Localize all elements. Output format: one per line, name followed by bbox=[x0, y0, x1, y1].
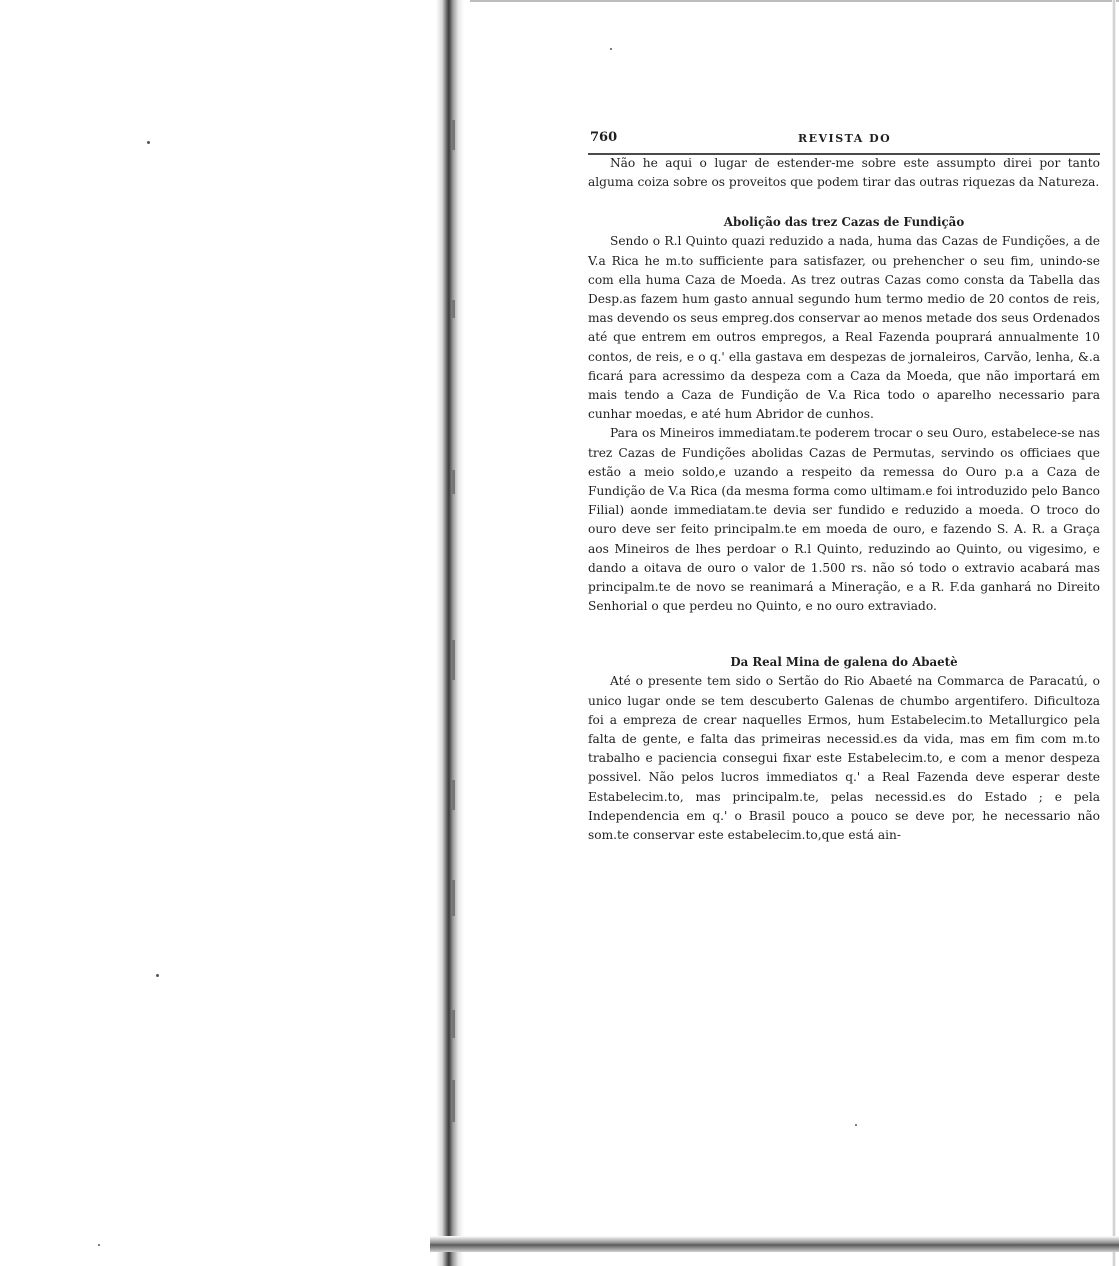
section-heading-abolicao: Abolição das trez Cazas de Fundição bbox=[723, 215, 965, 230]
section-heading-real-mina: Da Real Mina de galena do Abaetè bbox=[730, 655, 958, 670]
gutter-mark bbox=[452, 470, 455, 494]
running-title: REVISTA DO bbox=[798, 132, 892, 145]
page-bottom-edge bbox=[430, 1236, 1119, 1252]
gutter-mark bbox=[452, 300, 455, 318]
section1-paragraph-2: Para os Mineiros immediatam.te poderem trocar o seu Ouro, estabelece-se nas trez Cazas de Fundições abolidas Cazas de Permutas, servindo os officiaes que estão a meio soldo,e uzando a respeito da remessa do Ouro p.a a Caza de Fundição de V.a Rica (da mesma forma como ultimam.e foi introduzido pelo Banco Filial) aonde immediatam.te devia ser fundido e reduzido a moeda. O troco do ouro deve ser feito principalm.te em moeda de ouro, e fazendo S. A. R. a Graça aos Mineiros de lhes perdoar o R.l Quinto, reduzindo ao Quinto, ou vigesimo, e dando a oitava de ouro o valor de 1.500 rs. não só todo o extravio acabará mas principalm.te de novo se reanimará a Mineração, e a R. F.da ganhará no Direito Senhorial o que perdeu no Quinto, e no ouro extraviado. bbox=[588, 426, 1100, 614]
scan-speck bbox=[610, 48, 612, 50]
left-page-margin bbox=[0, 0, 440, 1266]
gutter-marks bbox=[452, 0, 458, 1266]
gutter-mark bbox=[452, 780, 455, 810]
section2-paragraph-1: Até o presente tem sido o Sertão do Rio Abaeté na Commarca de Paracatú, o unico lugar onde se tem descuberto Galenas de chumbo argentifero. Dificultoza foi a empreza de crear naquelles Ermos, hum Estabelecim.to Metallurgico pela falta de gente, e falta das primeiras necessid.es da vida, mas em fim com m.to trabalho e paciencia consegui fixar este Estabelecim.to, e com a menor despeza possivel. Não pelos lucros immediatos q.' a Real Fazenda deve esperar deste Estabelecim.to, mas principalm.te, pelas necessid.es do Estado ; e pela Independencia em q.' o Brasil pouco a pouco se deve por, he necessario não som.te conservar este estabelecim.to,que está ain- bbox=[588, 674, 1100, 843]
book-gutter bbox=[436, 0, 464, 1266]
running-head bbox=[588, 118, 1100, 154]
gutter-mark bbox=[452, 1010, 455, 1038]
page-right-edge bbox=[1112, 0, 1116, 1266]
gutter-mark bbox=[452, 880, 455, 916]
printed-page bbox=[588, 118, 1100, 845]
page-number: 760 bbox=[590, 130, 618, 145]
intro-paragraph: Não he aqui o lugar de estender-me sobre este assumpto direi por tanto alguma coiza sobre os proveitos que podem tirar das outras riquezas da Natureza. bbox=[588, 156, 1100, 190]
gutter-mark bbox=[452, 640, 455, 680]
scan-speck bbox=[156, 974, 159, 977]
scan-speck bbox=[98, 1244, 100, 1246]
page-top-edge bbox=[470, 0, 1119, 2]
gutter-mark bbox=[452, 120, 455, 150]
gutter-mark bbox=[452, 1080, 455, 1122]
section1-paragraph-1: Sendo o R.l Quinto quazi reduzido a nada, huma das Cazas de Fundições, a de V.a Rica he m.to sufficiente para satisfazer, ou prehencher o seu fim, unindo-se com ella huma Caza de Moeda. As trez outras Cazas como consta da Tabella das Desp.as fazem hum gasto annual segundo hum termo medio de 20 contos de reis, mas devendo os seus empreg.dos conservar ao menos metade dos seus Ordenados até que entrem em outros empregos, a Real Fazenda pouprará annualmente 10 contos, de reis, e o q.' ella gastava em despezas de jornaleiros, Carvão, lenha, &.a ficará para acressimo da despeza com a Caza da Moeda, que não importará em mais tendo a Caza de Fundição de V.a Rica todo o aparelho necessario para cunhar moedas, e até hum Abridor de cunhos. bbox=[588, 234, 1100, 422]
scan-speck bbox=[855, 1124, 857, 1126]
header-rule bbox=[588, 153, 1100, 155]
scan-speck bbox=[147, 141, 150, 144]
